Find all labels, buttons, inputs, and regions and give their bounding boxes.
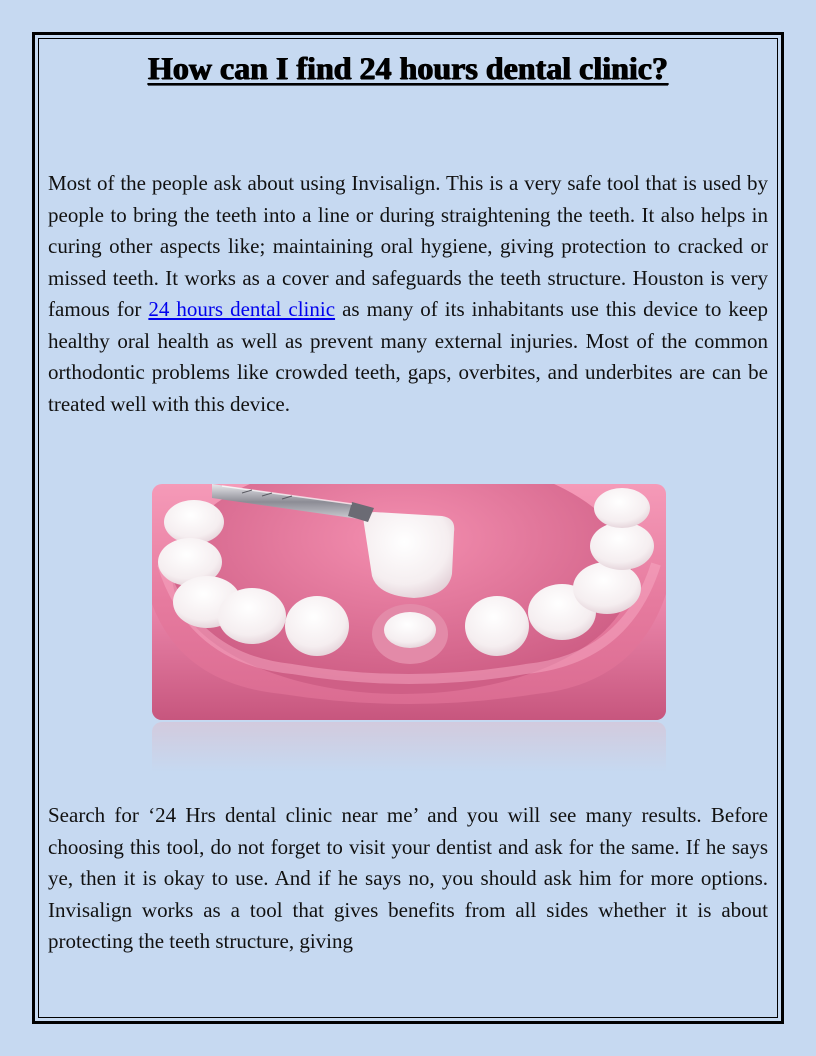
intro-text-after-link: as many of its inhabitants use this device to keep healthy oral health as well as prevent many external injuries. Most of the common orthodontic problems like crowded teeth, gaps, overbites, and underbites are can be treated well with this device. bbox=[48, 297, 768, 416]
search-paragraph: Search for ‘24 Hrs dental clinic near me’ and you will see many results. Before choosing this tool, do not forget to visit your dentist and ask for the same. If he says ye, then it is okay to use. And if he says no, you should ask him for more options. Invisalign works as a tool that gives benefits from all sides whether it is about protecting the teeth structure, giving bbox=[48, 803, 768, 953]
dental-photo-illustration bbox=[152, 484, 666, 720]
photo-reflection bbox=[152, 722, 666, 772]
dental-crown-photo-icon bbox=[152, 484, 666, 720]
intro-paragraph bbox=[48, 168, 768, 420]
dental-clinic-link[interactable]: 24 hours dental clinic bbox=[148, 297, 336, 321]
page-title-text: How can I find 24 hours dental clinic? bbox=[147, 50, 669, 86]
intro-text-before-link: Most of the people ask about using Invisalign. This is a very safe tool that is used by people to bring the teeth into a line or during straightening the teeth. It also helps in curing other aspects like; maintaining oral hygiene, giving protection to cracked or missed teeth. It works as a cover and safeguards the teeth structure. Houston is very famous for bbox=[48, 171, 768, 321]
page-title bbox=[0, 50, 816, 87]
